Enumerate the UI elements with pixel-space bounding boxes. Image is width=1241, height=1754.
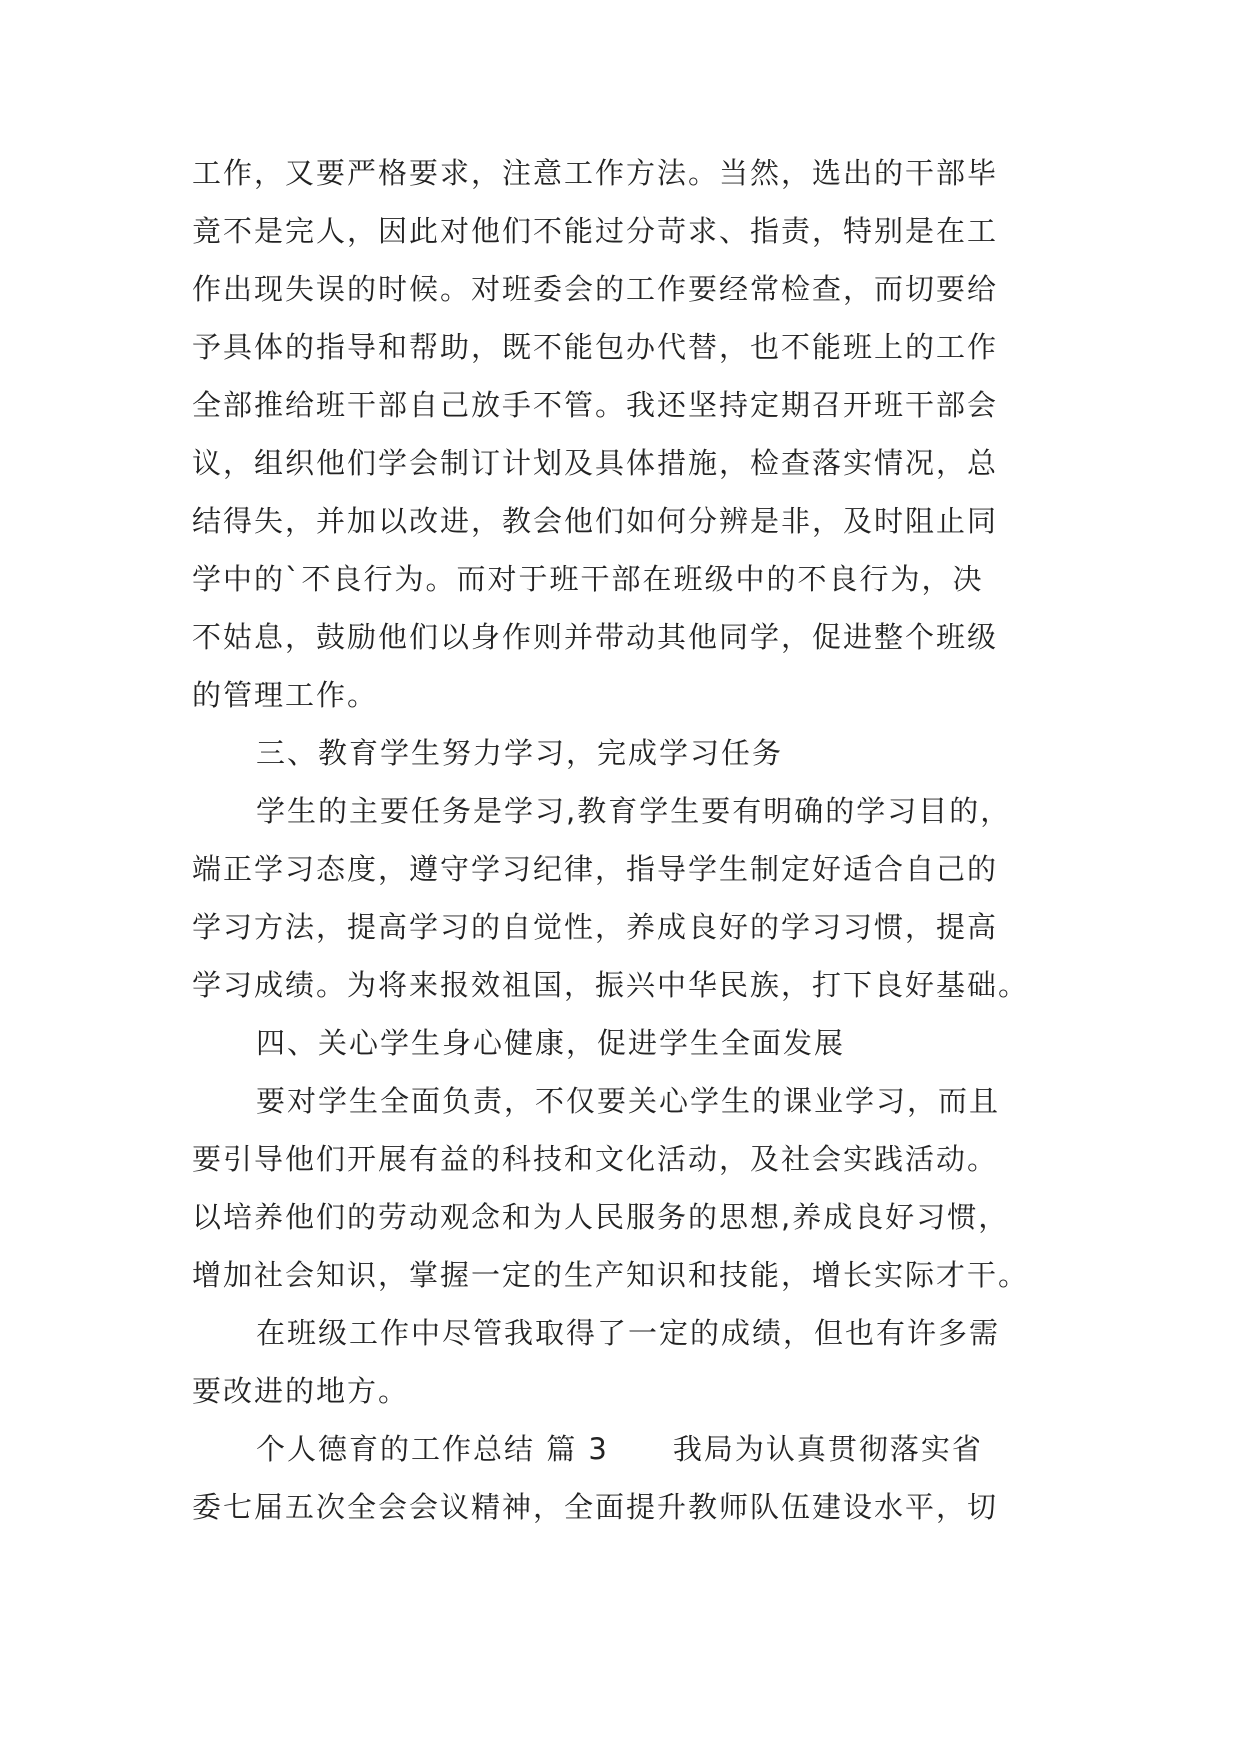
text-line-2: 竟不是完人，因此对他们不能过分苛求、指责，特别是在工 [192, 214, 999, 248]
text-line-5: 全部推给班干部自己放手不管。我还坚持定期召开班干部会 [192, 388, 999, 422]
text-line-14: 学习方法，提高学习的自觉性，养成良好的学习习惯，提高 [192, 910, 999, 944]
section-title-line [256, 1429, 983, 1469]
article-title: 个人德育的工作总结 篇 3 [256, 1432, 609, 1466]
text-line-17: 要对学生全面负责，不仅要关心学生的课业学习，而且 [256, 1084, 1001, 1118]
text-line-4: 予具体的指导和帮助，既不能包办代替，也不能班上的工作 [192, 330, 999, 364]
text-line-7: 结得失，并加以改进，教会他们如何分辨是非，及时阻止同 [192, 504, 999, 538]
text-line-3: 作出现失误的时候。对班委会的工作要经常检查，而切要给 [192, 272, 999, 306]
section-heading-3: 三、教育学生努力学习，完成学习任务 [256, 736, 784, 770]
text-line-18: 要引导他们开展有益的科技和文化活动，及社会实践活动。 [192, 1142, 999, 1176]
text-line-8: 学中的`不良行为。而对于班干部在班级中的不良行为，决 [192, 562, 984, 596]
text-line-10: 的管理工作。 [192, 678, 379, 712]
text-line-21: 在班级工作中尽管我取得了一定的成绩，但也有许多需 [256, 1316, 1001, 1350]
text-line-9: 不姑息，鼓励他们以身作则并带动其他同学，促进整个班级 [192, 620, 999, 654]
text-line-22: 要改进的地方。 [192, 1374, 410, 1408]
text-line-15: 学习成绩。为将来报效祖国，振兴中华民族，打下良好基础。 [192, 968, 1030, 1002]
text-line-20: 增加社会知识，掌握一定的生产知识和技能，增长实际才干。 [192, 1258, 1030, 1292]
article-intro: 我局为认真贯彻落实省 [672, 1432, 983, 1466]
text-line-19: 以培养他们的劳动观念和为人民服务的思想,养成良好习惯， [192, 1200, 1010, 1234]
text-line-6: 议，组织他们学会制订计划及具体措施，检查落实情况，总 [192, 446, 999, 480]
text-line-13: 端正学习态度，遵守学习纪律，指导学生制定好适合自己的 [192, 852, 999, 886]
text-line-25: 委七届五次全会会议精神，全面提升教师队伍建设水平，切 [192, 1490, 999, 1524]
text-line-1: 工作，又要严格要求，注意工作方法。当然，选出的干部毕 [192, 156, 999, 190]
text-line-12: 学生的主要任务是学习,教育学生要有明确的学习目的， [256, 794, 1012, 828]
section-heading-4: 四、关心学生身心健康，促进学生全面发展 [256, 1026, 846, 1060]
